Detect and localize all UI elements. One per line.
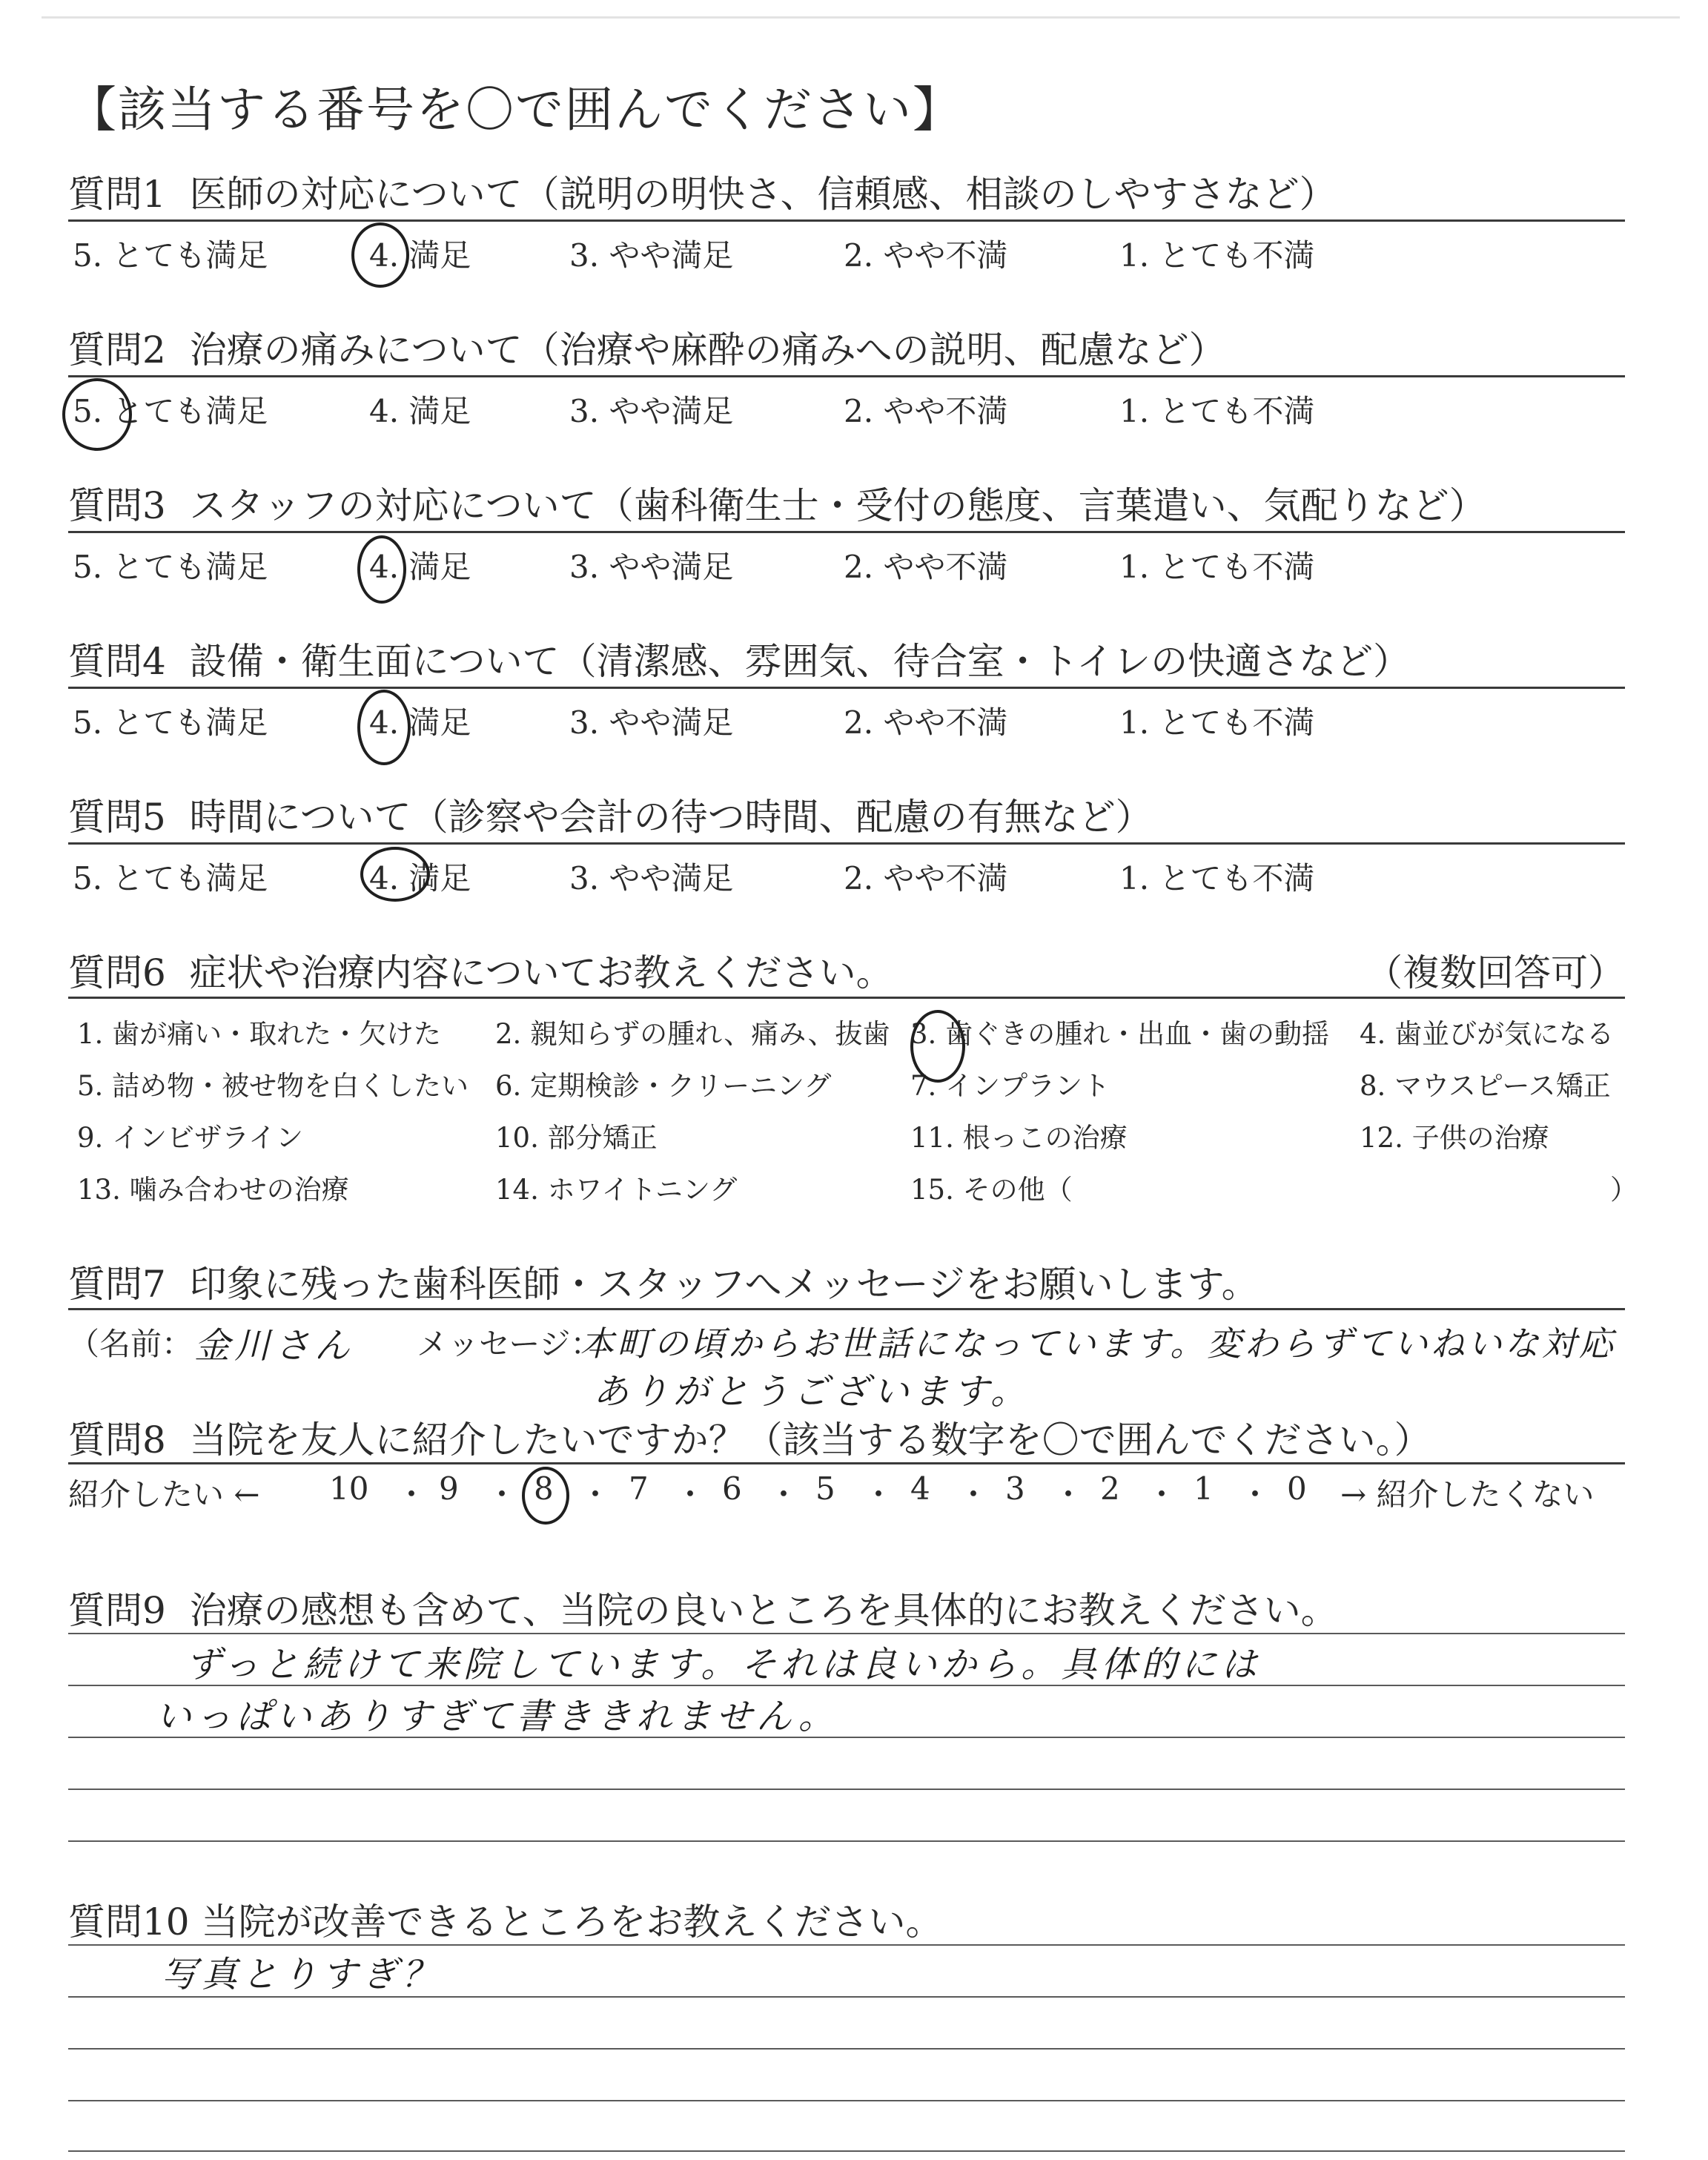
q5-option-4[interactable]: 4. 満足 <box>369 860 471 896</box>
scale-dot: ・ <box>768 1476 800 1513</box>
scale-4[interactable]: 4 <box>910 1470 930 1507</box>
question-label: 質問7 <box>68 1263 166 1306</box>
question-2 <box>68 320 1226 374</box>
answer-line <box>68 2100 1625 2101</box>
question-label: 質問1 <box>68 173 166 216</box>
question-text: スタッフの対応について（歯科衛生士・受付の態度、言葉遣い、気配りなど） <box>189 484 1486 527</box>
name-label: （名前： <box>68 1326 193 1362</box>
q2-option-5[interactable]: 5. とても満足 <box>73 393 268 429</box>
question-7 <box>68 1255 1259 1308</box>
top-border <box>42 16 1680 19</box>
q3-option-1[interactable]: 1. とても不満 <box>1119 549 1315 585</box>
scale-6[interactable]: 6 <box>722 1470 742 1507</box>
q3-handwritten-circle <box>357 535 406 604</box>
q2-option-2[interactable]: 2. やや不満 <box>844 393 1008 429</box>
question-4-rule <box>68 687 1625 689</box>
question-8 <box>68 1410 1431 1464</box>
answer-line <box>68 2150 1625 2152</box>
handwritten-q9-line-2: いっぱいありすぎて書ききれません。 <box>156 1696 838 1737</box>
scale-dot: ・ <box>1146 1476 1178 1513</box>
q5-option-1[interactable]: 1. とても不満 <box>1119 860 1315 896</box>
message-label: メッセージ： <box>417 1326 602 1362</box>
question-text: 治療の痛みについて（治療や麻酔の痛みへの説明、配慮など） <box>189 328 1226 371</box>
q3-option-5[interactable]: 5. とても満足 <box>73 549 268 585</box>
question-1 <box>68 165 1337 218</box>
scale-dot: ・ <box>675 1476 706 1513</box>
q4-option-3[interactable]: 3. やや満足 <box>569 704 734 741</box>
q6-option-15-close: ） <box>1610 1174 1638 1206</box>
q6-option-14[interactable]: 14. ホワイトニング <box>495 1174 738 1206</box>
question-6 <box>68 943 893 997</box>
q2-handwritten-circle <box>62 378 132 451</box>
handwritten-message-line-2: ありがとうございます。 <box>593 1371 1031 1413</box>
q1-option-3[interactable]: 3. やや満足 <box>569 237 734 274</box>
question-1-rule <box>68 219 1625 222</box>
question-label: 質問5 <box>68 796 166 839</box>
question-label: 質問8 <box>68 1418 166 1462</box>
question-label: 質問4 <box>68 640 166 683</box>
question-label: 質問10 <box>68 1900 190 1943</box>
handwritten-q9-line-1: ずっと続けて来院しています。それは良いから。具体的には <box>185 1644 1262 1685</box>
scale-dot: ・ <box>1053 1476 1085 1513</box>
question-5-rule <box>68 842 1625 845</box>
q4-option-4[interactable]: 4. 満足 <box>369 704 471 741</box>
q1-option-1[interactable]: 1. とても不満 <box>1119 237 1315 274</box>
form-heading: 【該当する番号を〇で囲んでください】 <box>68 82 963 138</box>
q1-option-4[interactable]: 4. 満足 <box>369 237 471 274</box>
q2-option-4[interactable]: 4. 満足 <box>369 393 471 429</box>
question-7-rule <box>68 1308 1625 1310</box>
q4-option-1[interactable]: 1. とても不満 <box>1119 704 1315 741</box>
scale-7[interactable]: 7 <box>629 1470 649 1507</box>
q1-option-2[interactable]: 2. やや不満 <box>844 237 1008 274</box>
q8-handwritten-circle <box>522 1467 569 1525</box>
question-label: 質問6 <box>68 951 166 994</box>
q4-option-2[interactable]: 2. やや不満 <box>844 704 1008 741</box>
answer-line <box>68 1840 1625 1842</box>
question-5 <box>68 787 1153 841</box>
question-text: 設備・衛生面について（清潔感、雰囲気、待合室・トイレの快適さなど） <box>189 640 1411 683</box>
handwritten-message-line-1: 本町の頃からお世話になっています。変わらずていねいな対応 <box>580 1324 1616 1364</box>
handwritten-name: 金川さん <box>194 1325 355 1367</box>
q4-handwritten-circle <box>357 690 411 765</box>
answer-line <box>68 1789 1625 1790</box>
q6-option-15[interactable]: 15. その他（ <box>910 1174 1073 1206</box>
scale-dot: ・ <box>863 1476 895 1513</box>
q6-option-12[interactable]: 12. 子供の治療 <box>1360 1122 1549 1154</box>
scale-dot: ・ <box>486 1476 518 1513</box>
question-label: 質問3 <box>68 484 166 527</box>
question-text: 治療の感想も含めて、当院の良いところを具体的にお教えください。 <box>189 1589 1338 1632</box>
question-text: 印象に残った歯科医師・スタッフへメッセージをお願いします。 <box>189 1263 1259 1306</box>
question-text: 当院が改善できるところをお教えください。 <box>201 1900 943 1943</box>
q6-option-11[interactable]: 11. 根っこの治療 <box>910 1122 1128 1154</box>
question-3-rule <box>68 531 1625 533</box>
question-text: 医師の対応について（説明の明快さ、信頼感、相談のしやすさなど） <box>189 173 1337 216</box>
question-6-rule <box>68 997 1625 999</box>
q5-option-2[interactable]: 2. やや不満 <box>844 860 1008 896</box>
scale-0[interactable]: 0 <box>1287 1470 1307 1507</box>
handwritten-q10-line-1: 写真とりすぎ？ <box>162 1954 443 1995</box>
q6-option-13[interactable]: 13. 噛み合わせの治療 <box>77 1174 349 1206</box>
scale-3[interactable]: 3 <box>1005 1470 1025 1507</box>
scale-dot: ・ <box>396 1476 428 1513</box>
question-label: 質問2 <box>68 328 166 371</box>
q6-option-4[interactable]: 4. 歯並びが気になる <box>1360 1018 1615 1050</box>
scale-8[interactable]: 8 <box>534 1470 554 1507</box>
multiple-answer-note: （複数回答可） <box>1366 951 1625 994</box>
q6-handwritten-circle <box>910 1010 965 1083</box>
scale-5[interactable]: 5 <box>815 1470 835 1507</box>
q6-option-1[interactable]: 1. 歯が痛い・取れた・欠けた <box>77 1018 442 1050</box>
q5-handwritten-circle <box>360 847 430 902</box>
answer-line <box>68 2048 1625 2050</box>
question-3 <box>68 476 1486 529</box>
q2-option-1[interactable]: 1. とても不満 <box>1119 393 1315 429</box>
answer-line <box>68 1633 1625 1634</box>
q1-option-5[interactable]: 5. とても満足 <box>73 237 268 274</box>
scale-dot: ・ <box>580 1476 612 1513</box>
question-9 <box>68 1581 1338 1634</box>
recommend-left-label: 紹介したい ← <box>68 1476 260 1513</box>
q6-option-7[interactable]: 7. インプラント <box>910 1070 1110 1102</box>
scale-1[interactable]: 1 <box>1194 1470 1214 1507</box>
q6-option-9[interactable]: 9. インビザライン <box>77 1122 303 1154</box>
scale-dot: ・ <box>958 1476 990 1513</box>
q6-option-2[interactable]: 2. 親知らずの腫れ、痛み、抜歯 <box>495 1018 890 1050</box>
q4-option-5[interactable]: 5. とても満足 <box>73 704 268 741</box>
q6-option-3[interactable]: 3. 歯ぐきの腫れ・出血・歯の動揺 <box>910 1018 1330 1050</box>
q6-option-8[interactable]: 8. マウスピース矯正 <box>1360 1070 1611 1102</box>
question-4 <box>68 632 1410 685</box>
q3-option-2[interactable]: 2. やや不満 <box>844 549 1008 585</box>
question-text: 症状や治療内容についてお教えください。 <box>189 951 893 994</box>
question-text: 当院を友人に紹介したいですか？（該当する数字を〇で囲んでください。） <box>189 1418 1431 1462</box>
q5-option-3[interactable]: 3. やや満足 <box>569 860 734 896</box>
q2-option-3[interactable]: 3. やや満足 <box>569 393 734 429</box>
scale-dot: ・ <box>1239 1476 1271 1513</box>
scale-2[interactable]: 2 <box>1100 1470 1120 1507</box>
question-2-rule <box>68 375 1625 377</box>
q3-option-4[interactable]: 4. 満足 <box>369 549 471 585</box>
q6-option-10[interactable]: 10. 部分矯正 <box>495 1122 658 1154</box>
q5-option-5[interactable]: 5. とても満足 <box>73 860 268 896</box>
question-10 <box>68 1892 943 1946</box>
question-8-rule <box>68 1462 1625 1464</box>
q6-option-5[interactable]: 5. 詰め物・被せ物を白くしたい <box>77 1070 469 1102</box>
q1-handwritten-circle <box>351 222 409 288</box>
scale-9[interactable]: 9 <box>439 1470 459 1507</box>
q6-option-6[interactable]: 6. 定期検診・クリーニング <box>495 1070 832 1102</box>
scale-10[interactable]: 10 <box>329 1470 369 1507</box>
recommend-right-label: → 紹介したくない <box>1340 1476 1595 1513</box>
q3-option-3[interactable]: 3. やや満足 <box>569 549 734 585</box>
question-label: 質問9 <box>68 1589 166 1632</box>
question-text: 時間について（診察や会計の待つ時間、配慮の有無など） <box>189 796 1153 839</box>
